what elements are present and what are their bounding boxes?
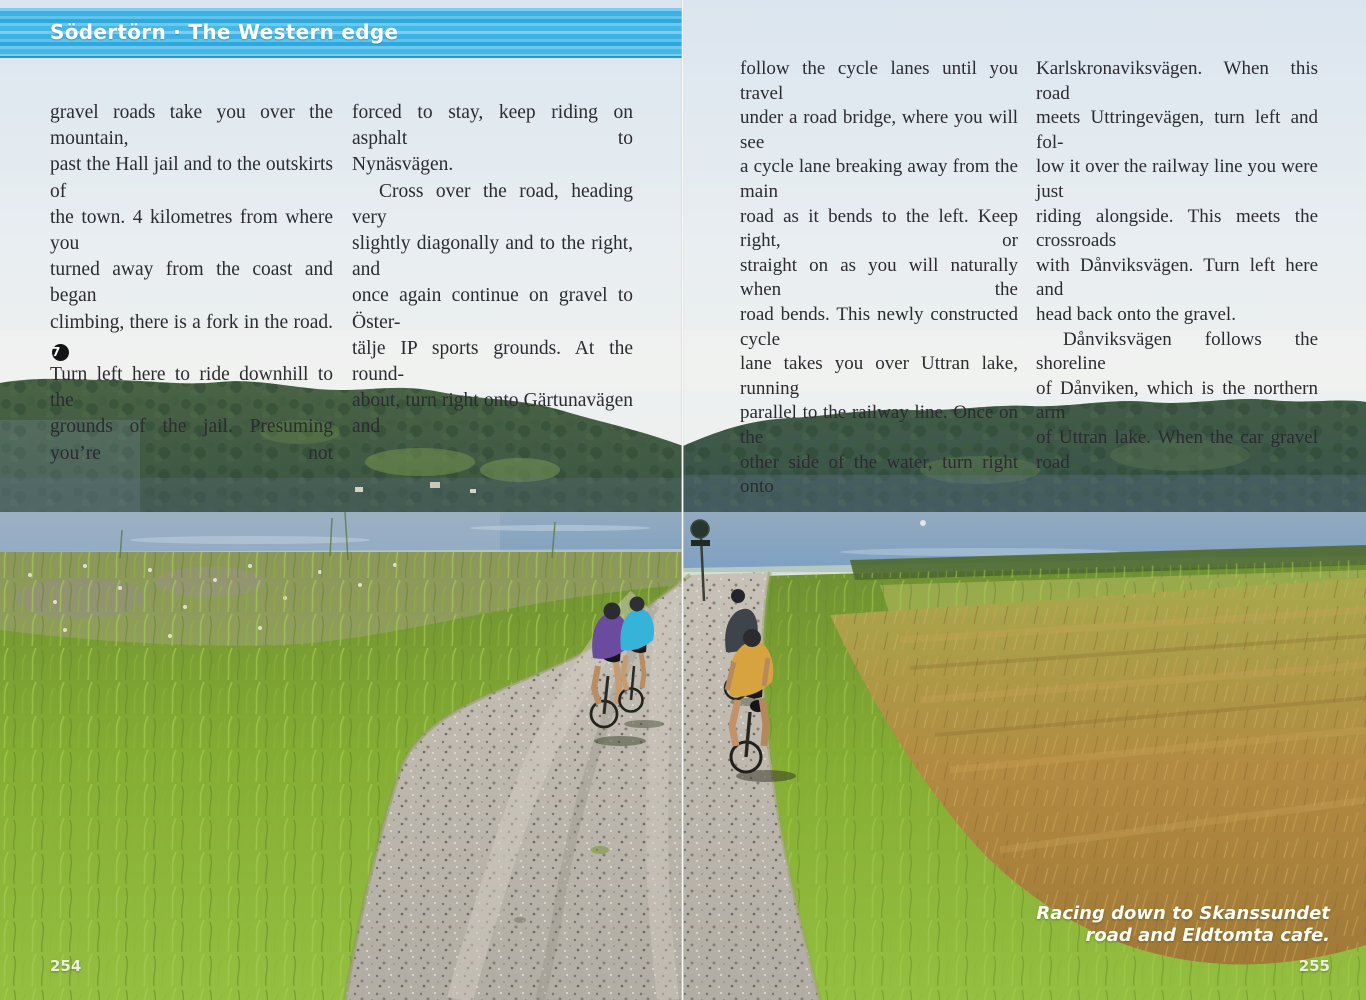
text-line-content: climbing, there is a fork in the road. (50, 311, 333, 333)
left-page-column-2 (352, 100, 633, 441)
page-number-left: 254 (50, 957, 82, 975)
text-line-content: past the Hall jail and to the outskirts of (50, 154, 333, 202)
text-line (1036, 328, 1318, 377)
text-line-content: road as it bends to the left. Keep right, or (740, 205, 1018, 252)
text-line-content: the town. 4 kilometres from where you (50, 206, 333, 255)
text-line (1036, 426, 1318, 475)
text-line-content: of Dånviken, which is the northern arm (1036, 377, 1318, 424)
text-line (50, 362, 333, 414)
text-line-content: straight on as you will naturally when the (740, 254, 1018, 301)
text-line-content: slightly diagonally and to the right, and (352, 233, 633, 281)
photo-caption (1036, 903, 1330, 947)
text-line-content: gravel roads take you over the mountain, (50, 102, 333, 150)
text-line (1036, 303, 1318, 328)
text-line (740, 155, 1018, 204)
photo-caption-line: Racing down to Skanssundet (1036, 903, 1330, 924)
text-line (740, 401, 1018, 450)
text-line (352, 152, 633, 178)
text-line-content: once again continue on gravel to Öster- (352, 285, 633, 333)
text-line (740, 205, 1018, 254)
text-line-content: other side of the water, turn right onto (740, 451, 1018, 498)
page-spine (681, 0, 684, 1000)
right-page-column-2 (1036, 57, 1318, 475)
page-number-right: 255 (1298, 957, 1330, 975)
text-line-content: Dånviksvägen follows the shoreline (1036, 328, 1318, 375)
text-line (50, 310, 333, 362)
text-line-content: Karlskronaviksvägen. When this road (1036, 58, 1318, 104)
chapter-banner (0, 8, 683, 58)
text-line (1036, 155, 1318, 204)
text-line-content: under a road bridge, where you will see (740, 107, 1018, 153)
text-line (352, 283, 633, 335)
text-line (1036, 106, 1318, 155)
text-line (50, 152, 333, 204)
text-line-content: grounds of the jail. Presuming you’re not (50, 416, 333, 464)
text-line-content: follow the cycle lanes until you travel (740, 58, 1018, 104)
text-line (740, 254, 1018, 303)
text-line (740, 303, 1018, 352)
waypoint-7-badge: 7 (52, 344, 69, 361)
chapter-title: Södertörn · The Western edge (50, 20, 399, 44)
text-line-content: road bends. This newly constructed cycle (740, 303, 1018, 350)
text-line (1036, 205, 1318, 254)
text-line-content: about, turn right onto Gärtunavägen and (352, 390, 633, 438)
text-line (50, 257, 333, 309)
text-line (1036, 377, 1318, 426)
text-line-content: meets Uttringevägen, turn left and fol- (1036, 107, 1318, 153)
text-line (352, 231, 633, 283)
text-line (50, 205, 333, 257)
text-line-content: with Dånviksvägen. Turn left here and (1036, 254, 1318, 301)
text-line-content: tälje IP sports grounds. At the round- (352, 337, 633, 386)
right-page-column-1 (740, 57, 1018, 500)
text-line-content: riding alongside. This meets the crossroads (1036, 205, 1318, 252)
text-line (50, 100, 333, 152)
text-line-content: head back onto the gravel. (1036, 303, 1236, 325)
text-line (352, 388, 633, 440)
text-line-content: Nynäsvägen. (352, 154, 454, 176)
text-line (352, 179, 633, 231)
text-line-content: a cycle lane breaking away from the main (740, 156, 1018, 202)
text-line-content: Cross over the road, heading very (352, 180, 633, 228)
text-line (352, 336, 633, 388)
text-line (740, 451, 1018, 500)
text-line-content: parallel to the railway line. Once on the (740, 402, 1018, 448)
text-line-content: of Uttran lake. When the car gravel road (1036, 426, 1318, 473)
text-line (740, 106, 1018, 155)
text-line (1036, 254, 1318, 303)
text-line-content: forced to stay, keep riding on asphalt to (352, 102, 633, 150)
text-line-content: Turn left here to ride downhill to the (50, 364, 333, 412)
text-line-content: low it over the railway line you were just (1036, 156, 1318, 202)
text-line (352, 100, 633, 152)
text-line (740, 352, 1018, 401)
left-page-column-1 (50, 100, 333, 467)
text-line (740, 57, 1018, 106)
text-line (1036, 57, 1318, 106)
photo-caption-line: road and Eldtomta cafe. (1085, 925, 1330, 946)
text-line-content: turned away from the coast and began (50, 259, 333, 307)
text-line (50, 414, 333, 466)
text-line-content: lane takes you over Uttran lake, running (740, 353, 1018, 399)
